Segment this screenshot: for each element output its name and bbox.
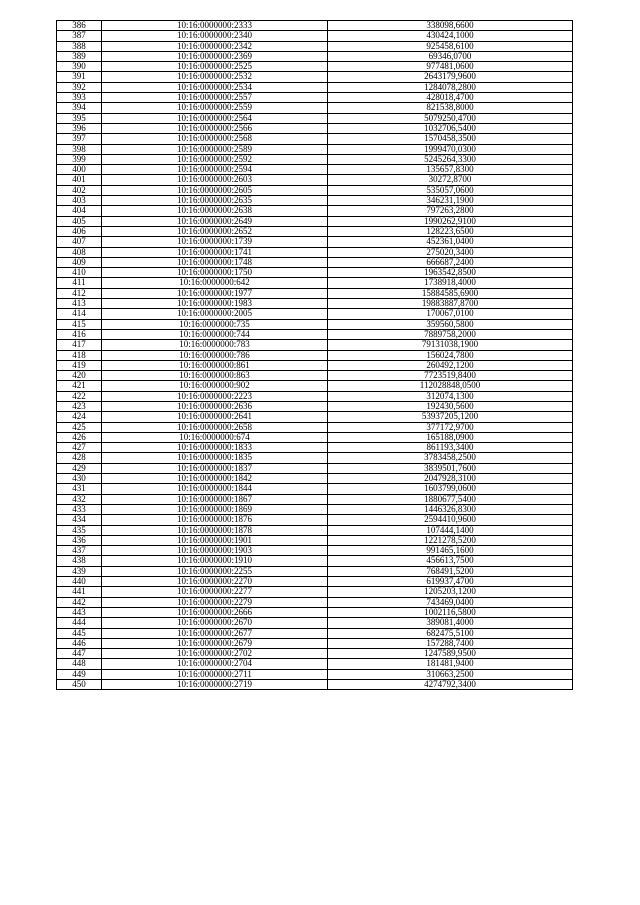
table-row [57,443,573,453]
table-row [57,154,573,164]
cadastral-number-cell: 10:16:0000000:1878 [102,525,328,535]
cadastral-number-cell: 10:16:0000000:2635 [102,196,328,206]
cadastral-value-table [56,20,573,690]
table-row [57,309,573,319]
table-row [57,556,573,566]
value-cell: 112028848,0500 [328,381,573,391]
value-cell: 666687,2400 [328,257,573,267]
value-cell: 1738918,4000 [328,278,573,288]
cadastral-number-cell: 10:16:0000000:2636 [102,401,328,411]
value-cell: 5245264,3300 [328,154,573,164]
value-cell: 338098,6600 [328,21,573,31]
value-cell: 1603799,0600 [328,484,573,494]
table-row [57,638,573,648]
table-row [57,226,573,236]
cadastral-number-cell: 10:16:0000000:1983 [102,299,328,309]
cadastral-number-cell: 10:16:0000000:2534 [102,82,328,92]
cadastral-number-cell: 10:16:0000000:2711 [102,669,328,679]
value-cell: 7889758,2000 [328,329,573,339]
row-number-cell: 447 [57,649,102,659]
row-number-cell: 394 [57,103,102,113]
table-row [57,134,573,144]
cadastral-number-cell: 10:16:0000000:1837 [102,463,328,473]
value-cell: 743469,0400 [328,597,573,607]
value-cell: 991465,1600 [328,546,573,556]
value-cell: 682475,5100 [328,628,573,638]
value-cell: 5079250,4700 [328,113,573,123]
row-number-cell: 415 [57,319,102,329]
cadastral-number-cell: 10:16:0000000:2532 [102,72,328,82]
value-cell: 1284078,2800 [328,82,573,92]
table-row [57,607,573,617]
row-number-cell: 438 [57,556,102,566]
value-cell: 977481,0600 [328,62,573,72]
row-number-cell: 416 [57,329,102,339]
row-number-cell: 417 [57,340,102,350]
value-cell: 1221278,5200 [328,535,573,545]
value-cell: 861193,3400 [328,443,573,453]
value-cell: 1570458,3500 [328,134,573,144]
value-cell: 275020,3400 [328,247,573,257]
table-row [57,350,573,360]
row-number-cell: 391 [57,72,102,82]
value-cell: 181481,9400 [328,659,573,669]
value-cell: 1247589,9500 [328,649,573,659]
cadastral-number-cell: 10:16:0000000:2702 [102,649,328,659]
row-number-cell: 409 [57,257,102,267]
table-row [57,587,573,597]
value-cell: 1963542,8500 [328,268,573,278]
table-row [57,618,573,628]
cadastral-number-cell: 10:16:0000000:1910 [102,556,328,566]
table-row [57,72,573,82]
cadastral-number-cell: 10:16:0000000:1748 [102,257,328,267]
value-cell: 428018,4700 [328,93,573,103]
cadastral-number-cell: 10:16:0000000:2255 [102,566,328,576]
row-number-cell: 421 [57,381,102,391]
row-number-cell: 404 [57,206,102,216]
cadastral-number-cell: 10:16:0000000:2333 [102,21,328,31]
table-row [57,340,573,350]
table-row [57,515,573,525]
cadastral-number-cell: 10:16:0000000:2525 [102,62,328,72]
row-number-cell: 386 [57,21,102,31]
table-row [57,453,573,463]
row-number-cell: 402 [57,185,102,195]
table-row [57,257,573,267]
table-row [57,21,573,31]
row-number-cell: 439 [57,566,102,576]
row-number-cell: 450 [57,680,102,690]
table-row [57,144,573,154]
row-number-cell: 398 [57,144,102,154]
table-row [57,237,573,247]
cadastral-number-cell: 10:16:0000000:2649 [102,216,328,226]
cadastral-number-cell: 10:16:0000000:2603 [102,175,328,185]
cadastral-number-cell: 10:16:0000000:2719 [102,680,328,690]
cadastral-number-cell: 10:16:0000000:642 [102,278,328,288]
row-number-cell: 422 [57,391,102,401]
row-number-cell: 449 [57,669,102,679]
row-number-cell: 440 [57,577,102,587]
table-row [57,360,573,370]
value-cell: 2594410,9600 [328,515,573,525]
table-row [57,525,573,535]
table-row [57,391,573,401]
row-number-cell: 397 [57,134,102,144]
cadastral-number-cell: 10:16:0000000:2704 [102,659,328,669]
row-number-cell: 426 [57,432,102,442]
row-number-cell: 443 [57,607,102,617]
table-row [57,463,573,473]
value-cell: 4274792,3400 [328,680,573,690]
value-cell: 53937205,1200 [328,412,573,422]
value-cell: 165188,0900 [328,432,573,442]
row-number-cell: 430 [57,474,102,484]
row-number-cell: 393 [57,93,102,103]
row-number-cell: 433 [57,504,102,514]
value-cell: 69346,0700 [328,51,573,61]
value-cell: 456613,7500 [328,556,573,566]
value-cell: 430424,1000 [328,31,573,41]
cadastral-number-cell: 10:16:0000000:2666 [102,607,328,617]
table-row [57,206,573,216]
cadastral-number-cell: 10:16:0000000:2670 [102,618,328,628]
value-cell: 1446326,8300 [328,504,573,514]
value-cell: 30272,8700 [328,175,573,185]
value-cell: 128223,6500 [328,226,573,236]
cadastral-number-cell: 10:16:0000000:2279 [102,597,328,607]
row-number-cell: 441 [57,587,102,597]
table-row [57,474,573,484]
value-cell: 1002116,5800 [328,607,573,617]
row-number-cell: 403 [57,196,102,206]
row-number-cell: 389 [57,51,102,61]
row-number-cell: 390 [57,62,102,72]
row-number-cell: 428 [57,453,102,463]
cadastral-number-cell: 10:16:0000000:735 [102,319,328,329]
cadastral-number-cell: 10:16:0000000:2679 [102,638,328,648]
row-number-cell: 437 [57,546,102,556]
table-row [57,484,573,494]
row-number-cell: 431 [57,484,102,494]
cadastral-number-cell: 10:16:0000000:863 [102,371,328,381]
value-cell: 797263,2800 [328,206,573,216]
table-row [57,319,573,329]
row-number-cell: 427 [57,443,102,453]
cadastral-number-cell: 10:16:0000000:2594 [102,165,328,175]
row-number-cell: 434 [57,515,102,525]
cadastral-number-cell: 10:16:0000000:786 [102,350,328,360]
cadastral-number-cell: 10:16:0000000:2342 [102,41,328,51]
row-number-cell: 446 [57,638,102,648]
table-row [57,412,573,422]
cadastral-number-cell: 10:16:0000000:783 [102,340,328,350]
cadastral-number-cell: 10:16:0000000:2564 [102,113,328,123]
table-row [57,123,573,133]
row-number-cell: 405 [57,216,102,226]
value-cell: 79131038,1900 [328,340,573,350]
row-number-cell: 406 [57,226,102,236]
cadastral-number-cell: 10:16:0000000:2340 [102,31,328,41]
cadastral-number-cell: 10:16:0000000:1977 [102,288,328,298]
row-number-cell: 414 [57,309,102,319]
value-cell: 535057,0600 [328,185,573,195]
row-number-cell: 420 [57,371,102,381]
row-number-cell: 413 [57,299,102,309]
row-number-cell: 444 [57,618,102,628]
value-cell: 157288,7400 [328,638,573,648]
value-cell: 1880677,5400 [328,494,573,504]
row-number-cell: 410 [57,268,102,278]
value-cell: 821538,8000 [328,103,573,113]
value-cell: 107444,1400 [328,525,573,535]
table-row [57,566,573,576]
table-row [57,113,573,123]
row-number-cell: 423 [57,401,102,411]
row-number-cell: 396 [57,123,102,133]
row-number-cell: 418 [57,350,102,360]
value-cell: 2047928,3100 [328,474,573,484]
table-row [57,577,573,587]
value-cell: 768491,5200 [328,566,573,576]
table-row [57,504,573,514]
table-row [57,278,573,288]
table-row [57,669,573,679]
cadastral-number-cell: 10:16:0000000:2592 [102,154,328,164]
value-cell: 135657,8300 [328,165,573,175]
cadastral-number-cell: 10:16:0000000:1739 [102,237,328,247]
table-row [57,268,573,278]
table-row [57,82,573,92]
table-row [57,494,573,504]
row-number-cell: 425 [57,422,102,432]
cadastral-number-cell: 10:16:0000000:2557 [102,93,328,103]
table-row [57,659,573,669]
value-cell: 925458,6100 [328,41,573,51]
row-number-cell: 419 [57,360,102,370]
cadastral-number-cell: 10:16:0000000:2641 [102,412,328,422]
cadastral-number-cell: 10:16:0000000:1903 [102,546,328,556]
value-cell: 7723519,8400 [328,371,573,381]
value-cell: 310663,2500 [328,669,573,679]
cadastral-number-cell: 10:16:0000000:2568 [102,134,328,144]
table-row [57,649,573,659]
row-number-cell: 436 [57,535,102,545]
cadastral-number-cell: 10:16:0000000:674 [102,432,328,442]
cadastral-number-cell: 10:16:0000000:1833 [102,443,328,453]
row-number-cell: 429 [57,463,102,473]
value-cell: 619937,4700 [328,577,573,587]
table-row [57,422,573,432]
table-row [57,165,573,175]
cadastral-number-cell: 10:16:0000000:2652 [102,226,328,236]
cadastral-number-cell: 10:16:0000000:861 [102,360,328,370]
row-number-cell: 407 [57,237,102,247]
value-cell: 260492,1200 [328,360,573,370]
table-row [57,31,573,41]
row-number-cell: 442 [57,597,102,607]
table-row [57,329,573,339]
value-cell: 1032706,5400 [328,123,573,133]
table-row [57,299,573,309]
value-cell: 3839501,7600 [328,463,573,473]
table-row [57,62,573,72]
table-row [57,371,573,381]
row-number-cell: 399 [57,154,102,164]
table-row [57,185,573,195]
row-number-cell: 411 [57,278,102,288]
cadastral-number-cell: 10:16:0000000:2369 [102,51,328,61]
cadastral-number-cell: 10:16:0000000:1869 [102,504,328,514]
row-number-cell: 388 [57,41,102,51]
row-number-cell: 435 [57,525,102,535]
table-body [57,21,573,690]
table-row [57,175,573,185]
table-row [57,93,573,103]
cadastral-number-cell: 10:16:0000000:1741 [102,247,328,257]
row-number-cell: 432 [57,494,102,504]
row-number-cell: 395 [57,113,102,123]
cadastral-number-cell: 10:16:0000000:2270 [102,577,328,587]
value-cell: 346231,1900 [328,196,573,206]
cadastral-number-cell: 10:16:0000000:1867 [102,494,328,504]
cadastral-number-cell: 10:16:0000000:1876 [102,515,328,525]
row-number-cell: 400 [57,165,102,175]
row-number-cell: 401 [57,175,102,185]
table-row [57,597,573,607]
value-cell: 192430,5600 [328,401,573,411]
value-cell: 170067,0100 [328,309,573,319]
cadastral-number-cell: 10:16:0000000:1750 [102,268,328,278]
row-number-cell: 408 [57,247,102,257]
row-number-cell: 392 [57,82,102,92]
value-cell: 1205203,1200 [328,587,573,597]
cadastral-number-cell: 10:16:0000000:2605 [102,185,328,195]
table-row [57,103,573,113]
table-row [57,680,573,690]
table-row [57,535,573,545]
cadastral-number-cell: 10:16:0000000:2589 [102,144,328,154]
cadastral-number-cell: 10:16:0000000:2559 [102,103,328,113]
value-cell: 389081,4000 [328,618,573,628]
cadastral-number-cell: 10:16:0000000:2223 [102,391,328,401]
table-row [57,288,573,298]
value-cell: 312074,1300 [328,391,573,401]
row-number-cell: 387 [57,31,102,41]
value-cell: 156024,7800 [328,350,573,360]
table-row [57,247,573,257]
row-number-cell: 412 [57,288,102,298]
value-cell: 377172,9700 [328,422,573,432]
table-row [57,628,573,638]
table-row [57,51,573,61]
value-cell: 19883887,8700 [328,299,573,309]
cadastral-number-cell: 10:16:0000000:2566 [102,123,328,133]
value-cell: 2643179,9600 [328,72,573,82]
table-row [57,432,573,442]
row-number-cell: 448 [57,659,102,669]
value-cell: 1990262,9100 [328,216,573,226]
table-row [57,216,573,226]
cadastral-number-cell: 10:16:0000000:744 [102,329,328,339]
cadastral-number-cell: 10:16:0000000:1844 [102,484,328,494]
cadastral-number-cell: 10:16:0000000:1835 [102,453,328,463]
value-cell: 359560,5800 [328,319,573,329]
row-number-cell: 424 [57,412,102,422]
cadastral-number-cell: 10:16:0000000:2677 [102,628,328,638]
table-row [57,401,573,411]
row-number-cell: 445 [57,628,102,638]
cadastral-number-cell: 10:16:0000000:2658 [102,422,328,432]
value-cell: 15884585,6900 [328,288,573,298]
cadastral-number-cell: 10:16:0000000:2638 [102,206,328,216]
table-row [57,381,573,391]
cadastral-number-cell: 10:16:0000000:2005 [102,309,328,319]
cadastral-number-cell: 10:16:0000000:2277 [102,587,328,597]
value-cell: 452361,0400 [328,237,573,247]
cadastral-number-cell: 10:16:0000000:902 [102,381,328,391]
cadastral-number-cell: 10:16:0000000:1901 [102,535,328,545]
cadastral-number-cell: 10:16:0000000:1842 [102,474,328,484]
table-row [57,196,573,206]
value-cell: 3783458,2500 [328,453,573,463]
table-row [57,41,573,51]
value-cell: 1999470,0300 [328,144,573,154]
table-row [57,546,573,556]
